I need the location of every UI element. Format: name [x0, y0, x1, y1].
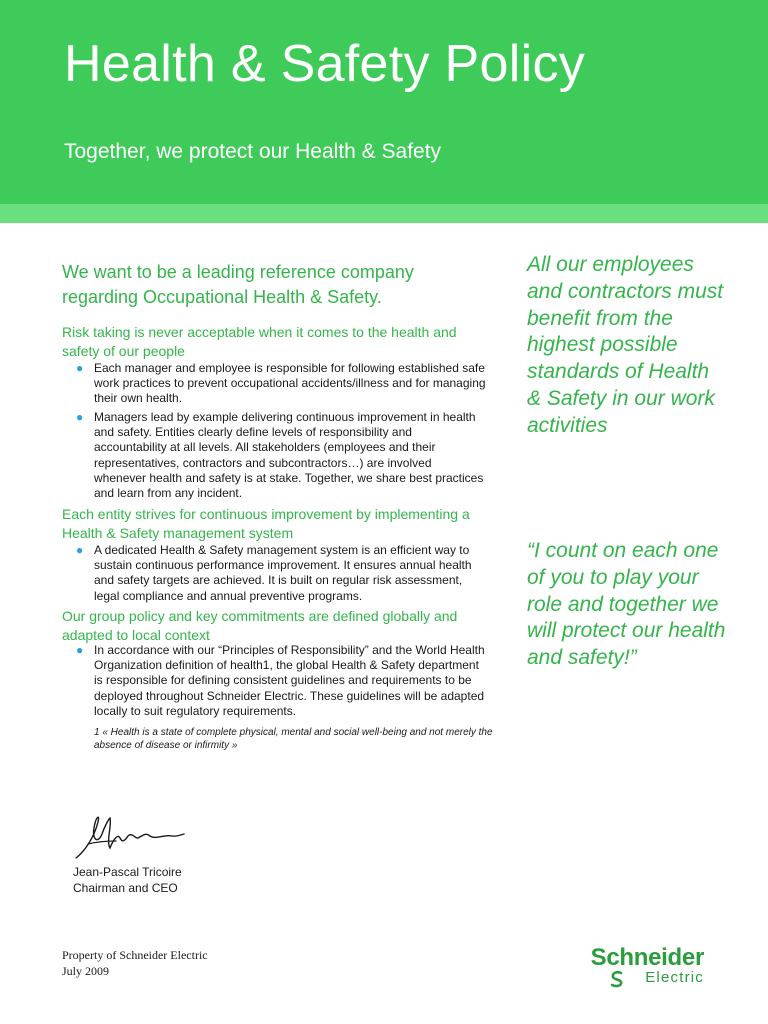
bullet-item	[76, 410, 486, 501]
header-banner	[0, 0, 768, 204]
logo-swirl-icon	[608, 970, 626, 988]
bullet-icon: ●	[76, 410, 84, 424]
bullet-item	[76, 543, 486, 604]
header-stripe	[0, 204, 768, 223]
bullet-text: Managers lead by example delivering continuous improvement in health and safety. Entities clearly define levels of responsibility and accountability at all levels. All stakeholders (employees and their representatives, contractors and subcontractors…) are involved whenever health and safety is at stake. Together, we share best practices and learn from any incident.	[94, 410, 484, 501]
logo-line-1: Schneider	[590, 944, 704, 971]
bullet-icon: ●	[76, 361, 84, 375]
page-title: Health & Safety Policy	[64, 35, 586, 93]
logo-line-2: Electric	[645, 969, 704, 986]
signature-image	[72, 808, 192, 864]
section-heading-management-system: Each entity strives for continuous improvement by implementing a Health & Safety management system	[62, 506, 470, 541]
bullet-icon: ●	[76, 543, 84, 557]
bullet-icon: ●	[76, 643, 84, 657]
section-heading-risk: Risk taking is never acceptable when it comes to the health and safety of our people	[62, 324, 457, 359]
bullet-item	[76, 643, 486, 719]
bullet-text: In accordance with our “Principles of Responsibility” and the World Health Organization definition of health1, the global Health & Safety department is responsible for defining consistent guidelines and requirements to be deployed throughout Schneider Electric. These guidelines will be adapted locally to suit regulatory requirements.	[94, 643, 485, 718]
schneider-electric-logo	[578, 944, 708, 990]
signer-name: Jean-Pascal Tricoire	[73, 865, 182, 879]
page-subtitle: Together, we protect our Health & Safety	[64, 140, 442, 163]
bullet-text: Each manager and employee is responsible for following established safe work practices to prevent occupational accidents/illness and for managing their own health.	[94, 361, 486, 406]
bullet-item	[76, 361, 486, 407]
bullet-text: A dedicated Health & Safety management system is an efficient way to sustain continuous performance improvement. It ensures annual health and safety targets are achieved. It is built on regular risk assessment, legal compliance and annual preventive programs.	[94, 543, 472, 603]
signer-block	[73, 865, 182, 896]
pull-quote-standards: All our employees and contractors must benefit from the highest possible standards of Health & Safety in our work activities	[527, 253, 724, 437]
footnote: 1 « Health is a state of complete physical, mental and social well-being and not merely the absence of disease or infirmity »	[94, 727, 493, 751]
pull-quote-ceo: “I count on each one of you to play your role and together we will protect our health and safety!”	[527, 539, 726, 670]
intro-statement: We want to be a leading reference company regarding Occupational Health & Safety.	[62, 262, 414, 307]
section-heading-group-policy: Our group policy and key commitments are defined globally and adapted to local context	[62, 608, 458, 643]
footer-property	[62, 948, 208, 979]
property-text: Property of Schneider Electric	[62, 948, 208, 962]
signer-role: Chairman and CEO	[73, 880, 178, 895]
date-text: July 2009	[62, 963, 110, 978]
